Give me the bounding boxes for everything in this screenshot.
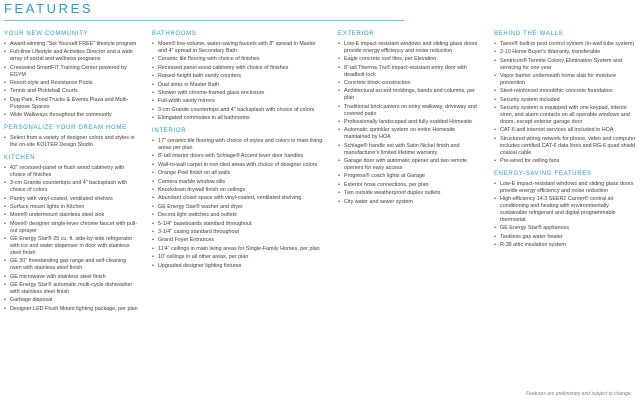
feature-item: • 3-1/4" casing standard throughout bbox=[152, 229, 324, 236]
feature-item: • GE Energy Star® 25 cu. ft. side-by-side refrigerator with ice and water dispenser in door with stainless steel finish bbox=[4, 236, 138, 257]
feature-item: • Two outside weatherproof duplex outlets bbox=[338, 190, 480, 197]
feature-item: • 8'-tall Therma-Tru® impact-resistant entry door with deadbolt lock bbox=[338, 65, 480, 79]
feature-item: • Exterior hose connections, per plan bbox=[338, 182, 480, 189]
feature-item: • Decora light switches and outlets bbox=[152, 212, 324, 219]
section-title-personalize-your-dream-home: PERSONALIZE YOUR DREAM HOME bbox=[4, 125, 127, 132]
feature-item: • Schlage® handle set with Satin Nickel finish and manufacturer's limited lifetime warranty bbox=[338, 143, 480, 157]
feature-item: • Cresswind SmartFIT Training Center powered by EGYM bbox=[4, 65, 138, 79]
feature-list-exterior bbox=[338, 41, 480, 206]
feature-item: • 8'-tall interior doors with Schlage® Accent lever door handles bbox=[152, 153, 324, 160]
feature-item: • Steel-reinforced monolithic concrete foundation bbox=[494, 88, 636, 95]
feature-item: • Raised-height bath vanity counters bbox=[152, 73, 324, 80]
feature-item: • Eagle concrete roof tiles, per Elevation bbox=[338, 56, 480, 63]
feature-item: • Taexx® built-in pest control system (in-wall tube system) bbox=[494, 41, 636, 48]
feature-item: • Garbage disposal bbox=[4, 297, 138, 304]
feature-item: • Designer LED Flush Mount lighting package, per plan bbox=[4, 306, 138, 313]
feature-item: • 17" ceramic tile flooring with choice of styles and colors in main living areas per plan bbox=[152, 138, 324, 152]
feature-item: • Moen® designer single-lever chrome faucet with pull-out sprayer bbox=[4, 221, 138, 235]
feature-item: • Progress® coach lights at Garage bbox=[338, 173, 480, 180]
feature-item: • Grand Foyer Entrances bbox=[152, 237, 324, 244]
feature-item: • 10' ceilings in all other areas, per plan bbox=[152, 254, 324, 261]
feature-item: • Garage door with automatic opener and two remote openers for easy access bbox=[338, 158, 480, 172]
feature-item: • Orange Peel finish on all walls bbox=[152, 170, 324, 177]
feature-item: • CAT-6 and internet services all included in HOA bbox=[494, 127, 636, 134]
section-title-behind-the-walls: BEHIND THE WALLS bbox=[494, 31, 564, 37]
feature-item: • Camera marble window sills bbox=[152, 179, 324, 186]
feature-item: • Automatic sprinkler system on entire Homesite maintained by HOA bbox=[338, 127, 480, 141]
feature-item: • 5-1/4" baseboards standard throughout bbox=[152, 221, 324, 228]
section-title-your-new-community: YOUR NEW COMMUNITY bbox=[4, 31, 89, 37]
feature-item: • Elongated commodes in all bathrooms bbox=[152, 115, 324, 122]
feature-item: • Low-E impact-resistant windows and sliding glass doors provide energy efficiency and noise reduction bbox=[494, 181, 636, 195]
column-4 bbox=[494, 30, 636, 251]
feature-item: • Shower with chrome-framed glass enclosure bbox=[152, 90, 324, 97]
section-title-kitchen: KITCHEN bbox=[4, 154, 36, 161]
feature-item: • 3-cm Granite countertops and 4" backsplash with choice of colors bbox=[152, 107, 324, 114]
feature-item: • 11'4" ceilings in main living areas for Single-Family Homes, per plan bbox=[152, 246, 324, 253]
feature-list-interior bbox=[152, 138, 324, 270]
feature-item: • 2-10 Home Buyer's Warranty, transferable bbox=[494, 49, 636, 56]
section-title-energy-saving-features: ENERGY-SAVING FEATURES bbox=[494, 171, 592, 177]
feature-item: • Full-time Lifestyle and Activities Director and a wide array of social and wellness programs bbox=[4, 49, 138, 63]
feature-item: • GE Energy Star® automatic multi-cycle dishwasher with stainless steel finish bbox=[4, 282, 138, 296]
feature-item: • Select from a variety of designer colors and styles in the on-site KOLTER Design Studio bbox=[4, 135, 138, 149]
feature-item: • Traditional brick pavers on entry walkway, driveway and covered patio bbox=[338, 104, 480, 118]
column-1 bbox=[4, 30, 138, 314]
feature-item: • Resort-style and Resistance Pools bbox=[4, 80, 138, 87]
feature-item: • Security system is equipped with one keypad, interior siren, and alarm contacts on all operable windows and doors, except exterior garage door bbox=[494, 105, 636, 126]
feature-item: • Tankless gas water heater bbox=[494, 234, 636, 241]
page-title: FEATURES bbox=[4, 1, 94, 16]
feature-list-behind-the-walls bbox=[494, 41, 636, 165]
footnote: Features are preliminary and subject to change. bbox=[526, 391, 632, 397]
section-title-interior: INTERIOR bbox=[152, 128, 187, 135]
feature-item: • Pre-wired for ceiling fans bbox=[494, 158, 636, 165]
feature-item: • Moen® low-volume, water-saving faucets with 8" spread in Master and 4" spread in Secondary Bath bbox=[152, 41, 324, 55]
feature-item: • Dual sinks in Master Bath bbox=[152, 82, 324, 89]
feature-item: • High-efficiency 14.3 SEER2 Carrier® central air conditioning and heating with environmentally sustainable refrigerant and digital programmable thermostat bbox=[494, 196, 636, 224]
feature-item: • Wide Walkways throughout the community bbox=[4, 112, 138, 119]
column-3 bbox=[338, 30, 480, 207]
feature-item: • Surface mount lights in Kitchen bbox=[4, 204, 138, 211]
feature-item: • GE microwave with stainless steel finish bbox=[4, 274, 138, 281]
feature-item: • Wall-to-wall carpet in non-tiled areas with choice of designer colors bbox=[152, 162, 324, 169]
feature-list-personalize-your-dream-home bbox=[4, 135, 138, 149]
feature-item: • Professionally landscaped and fully-sodded Homesite bbox=[338, 119, 480, 126]
feature-item: • GE Energy Star® appliances bbox=[494, 225, 636, 232]
feature-item: • Vapor barrier underneath home slab for moisture prevention bbox=[494, 73, 636, 87]
feature-item: • Knockdown drywall finish on ceilings bbox=[152, 187, 324, 194]
feature-item: • 3-cm Granite countertops and 4" backsplash with choice of colors bbox=[4, 180, 138, 194]
feature-item: • Abundant closet space with vinyl-coated, ventilated shelving bbox=[152, 195, 324, 202]
feature-item: • Structured wiring network for phone, video and computer includes certified CAT-6 data lines and RG-6 quad shield coaxial cable bbox=[494, 136, 636, 157]
feature-item: • GE Energy Star® washer and dryer bbox=[152, 204, 324, 211]
feature-item: • Architectural accent moldings, bands and columns, per plan bbox=[338, 88, 480, 102]
feature-item: • Upgraded designer lighting fixtures bbox=[152, 263, 324, 270]
feature-item: • Recessed panel wood cabinetry with choice of finishes bbox=[152, 65, 324, 72]
title-divider bbox=[4, 20, 404, 21]
feature-item: • 42" recessed-panel or flush wood cabinetry with choice of finishes bbox=[4, 165, 138, 179]
feature-item: • City water and sewer system bbox=[338, 199, 480, 206]
feature-item: • Full-width vanity mirrors bbox=[152, 98, 324, 105]
feature-item: • Dog Park, Food Trucks & Events Plaza and Multi-Purpose Spaces bbox=[4, 97, 138, 111]
feature-item: • Sentricon® Termite Colony Elimination System and servicing for one year bbox=[494, 58, 636, 72]
feature-item: • Pantry with vinyl-coated, ventilated shelves bbox=[4, 196, 138, 203]
feature-item: • Award-winning "Set Yourself FREE" lifestyle program bbox=[4, 41, 138, 48]
feature-item: • Moen® undermount stainless steel sink bbox=[4, 212, 138, 219]
feature-item: • Concrete block construction bbox=[338, 80, 480, 87]
feature-item: • Low-E impact-resistant windows and sliding glass doors provide energy efficiency and noise reduction bbox=[338, 41, 480, 55]
section-title-bathrooms: BATHROOMS bbox=[152, 31, 197, 37]
feature-list-bathrooms bbox=[152, 41, 324, 122]
column-2 bbox=[152, 30, 324, 271]
feature-item: • Ceramic tile flooring with choice of finishes bbox=[152, 56, 324, 63]
feature-list-energy-saving-features bbox=[494, 181, 636, 249]
feature-list-kitchen bbox=[4, 165, 138, 313]
feature-list-your-new-community bbox=[4, 41, 138, 119]
feature-item: • GE 30" freestanding gas range and self-cleaning oven with stainless steel finish bbox=[4, 258, 138, 272]
feature-item: • Security system included bbox=[494, 97, 636, 104]
section-title-exterior: EXTERIOR bbox=[338, 31, 375, 37]
feature-item: • R-38 attic insulation system bbox=[494, 242, 636, 249]
feature-item: • Tennis and Pickleball Courts bbox=[4, 88, 138, 95]
